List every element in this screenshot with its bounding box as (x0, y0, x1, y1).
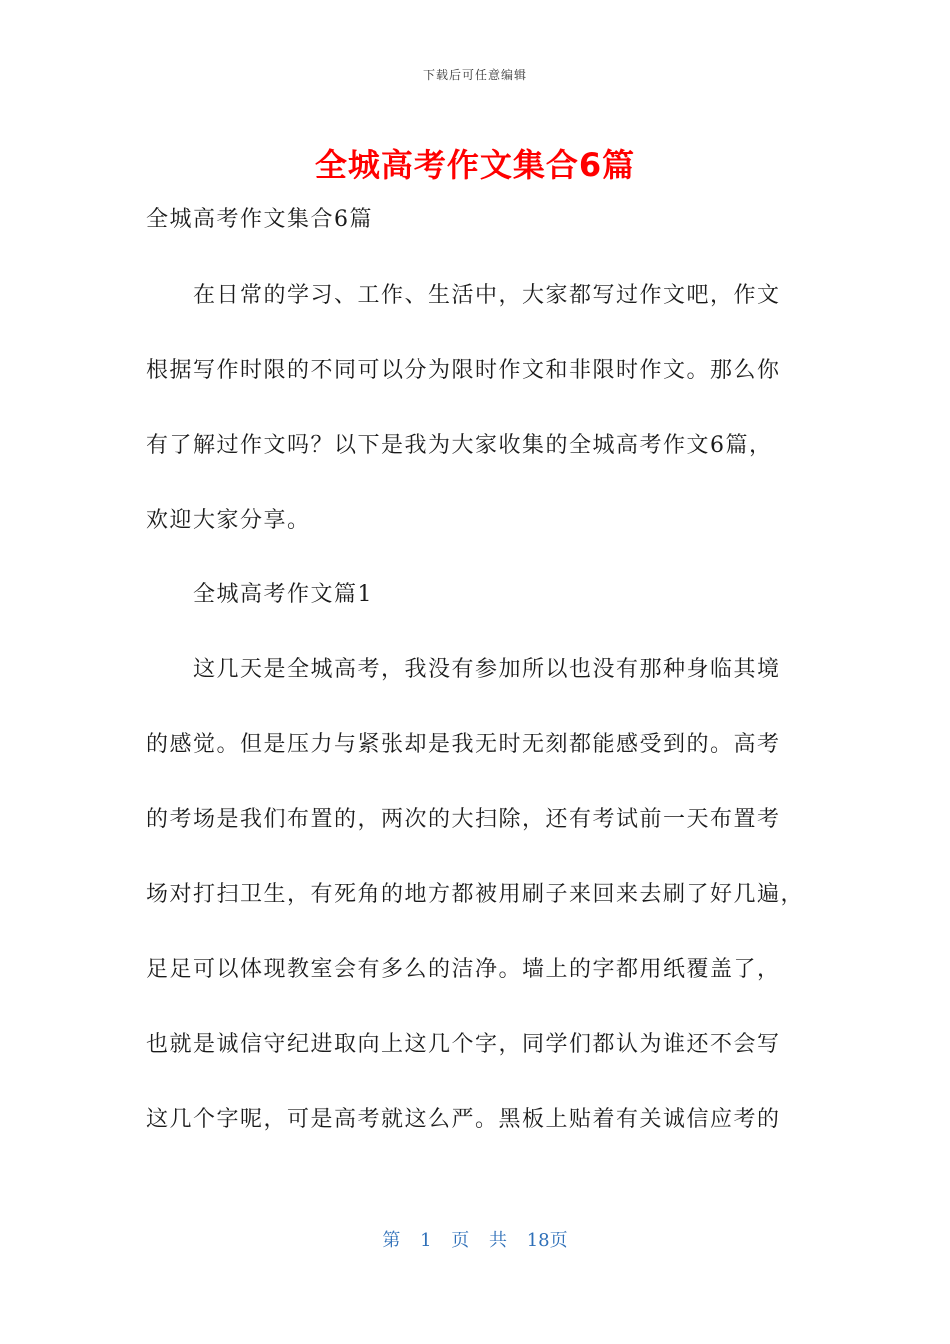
paragraph-line: 欢迎大家分享。 (146, 508, 311, 533)
footer-gong: 共 (489, 1230, 507, 1251)
footer-page-number: 1 (420, 1230, 432, 1251)
paragraph-line: 场对打扫卫生，有死角的地方都被用刷子来回来去刷了好几遍， (146, 882, 805, 907)
subtitle-line: 全城高考作文集合6篇 (146, 207, 373, 232)
paragraph-line: 根据写作时限的不同可以分为限时作文和非限时作文。那么你 (146, 358, 781, 383)
paragraph-line: 这几天是全城高考，我没有参加所以也没有那种身临其境 (193, 657, 781, 682)
footer-ye: 页 (451, 1230, 470, 1251)
document-title: 全城高考作文集合6篇 (314, 146, 636, 184)
page-footer (0, 1226, 950, 1252)
paragraph-line: 有了解过作文吗？以下是我为大家收集的全城高考作文6篇， (146, 433, 773, 458)
paragraph-line: 的考场是我们布置的，两次的大扫除，还有考试前一天布置考 (146, 807, 781, 832)
header-note: 下载后可任意编辑 (422, 68, 527, 82)
section-heading: 全城高考作文篇1 (193, 582, 373, 607)
paragraph-line: 也就是诚信守纪进取向上这几个字，同学们都认为谁还不会写 (146, 1032, 781, 1057)
footer-total-pages: 18页 (526, 1230, 568, 1251)
paragraph-line: 在日常的学习、工作、生活中，大家都写过作文吧，作文 (193, 283, 781, 308)
footer-di: 第 (382, 1230, 401, 1251)
paragraph-line: 的感觉。但是压力与紧张却是我无时无刻都能感受到的。高考 (146, 732, 781, 757)
paragraph-line: 这几个字呢，可是高考就这么严。黑板上贴着有关诚信应考的 (146, 1107, 781, 1132)
paragraph-line: 足足可以体现教室会有多么的洁净。墙上的字都用纸覆盖了， (146, 957, 781, 982)
